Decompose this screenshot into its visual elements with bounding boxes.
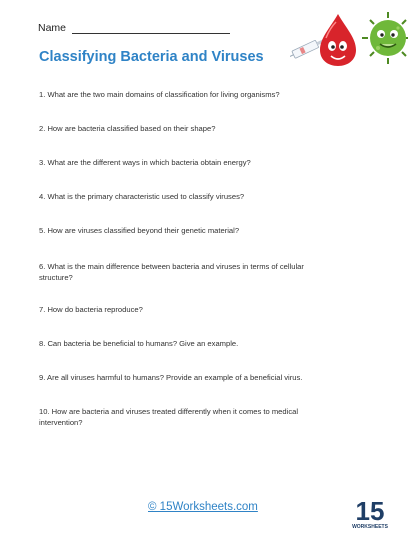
question-9: 9. Are all viruses harmful to humans? Provide an example of a beneficial virus.: [39, 373, 303, 382]
worksheet-title: Classifying Bacteria and Viruses: [39, 49, 264, 65]
name-field-row: [38, 22, 230, 34]
question-3: 3. What are the different ways in which bacteria obtain energy?: [39, 158, 251, 167]
question-1: 1. What are the two main domains of classification for living organisms?: [39, 90, 280, 99]
name-input-line[interactable]: [72, 22, 230, 34]
virus-icon: [362, 12, 408, 64]
question-2: 2. How are bacteria classified based on their shape?: [39, 124, 216, 133]
name-label: Name: [38, 22, 67, 34]
logo-number: 15: [355, 496, 385, 526]
logo-text: WORKSHEETS: [352, 524, 388, 530]
blood-drop-and-virus-illustration: [290, 8, 408, 72]
blood-drop-icon: [320, 14, 356, 66]
question-5: 5. How are viruses classified beyond their genetic material?: [39, 226, 240, 235]
worksheets-logo: [351, 493, 389, 531]
copyright-link[interactable]: © 15Worksheets.com: [148, 501, 258, 513]
question-7: 7. How do bacteria reproduce?: [39, 305, 143, 314]
question-6: 6. What is the main difference between bacteria and viruses in terms of cellular structure?: [39, 262, 304, 282]
question-10: 10. How are bacteria and viruses treated differently when it comes to medical intervention?: [39, 407, 299, 427]
question-4: 4. What is the primary characteristic used to classify viruses?: [39, 192, 245, 201]
question-8: 8. Can bacteria be beneficial to humans? Give an example.: [39, 339, 239, 348]
